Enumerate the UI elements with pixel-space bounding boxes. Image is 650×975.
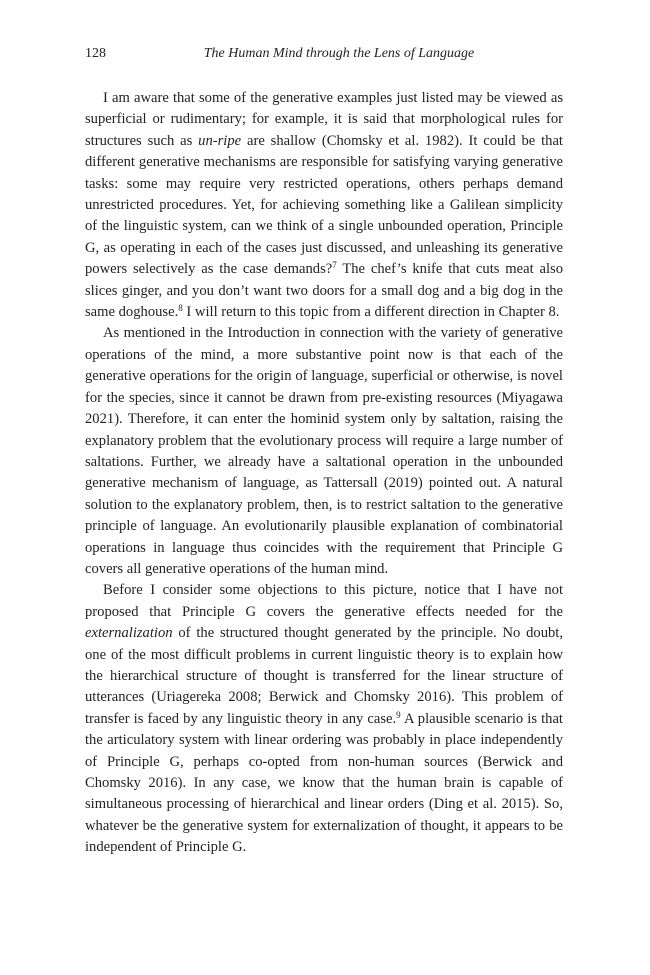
page-number: 128	[85, 46, 106, 61]
text-run: The chef’s knife that cuts meat also slices ginger, and you don’t want two doors for a small dog and a big dog in the same doghouse.	[85, 261, 563, 321]
footnote-marker: 8	[178, 303, 183, 314]
italic-term: un-ripe	[198, 132, 242, 149]
italic-term: externalization	[85, 625, 173, 642]
footnote-marker: 9	[396, 709, 401, 720]
running-title: The Human Mind through the Lens of Language	[203, 46, 475, 61]
paragraph-3	[85, 580, 563, 858]
text-run: Before I consider some objections to this picture, notice that I have not proposed that Principle G covers the generative effects needed for the	[85, 582, 563, 620]
text-run: I will return to this topic from a different direction in Chapter 8.	[182, 304, 560, 321]
body-text	[85, 88, 563, 859]
paragraph-2	[85, 323, 563, 580]
text-run: of the structured thought generated by the principle. No doubt, one of the most difficult problems in current linguistic theory is to explain how the hierarchical structure of thought is transferred for the linear structure of utterances (Uriagereka 2008; Berwick and Chomsky 2016). This problem of transfer is faced by any linguistic theory in any case.	[85, 625, 563, 727]
paragraph-1	[85, 88, 563, 323]
text-run: are shallow (Chomsky et al. 1982). It could be that different generative mechanisms are responsible for satisfying varying generative tasks: some may require very restricted operations, others perhaps demand unrestricted procedures. Yet, for achieving something like a Galilean simplicity of the linguistic system, can we think of a single unbounded operation, Principle G, as operating in each of the cases just discussed, and unleashing its generative powers selectively as the case demands?	[85, 132, 563, 278]
running-header	[85, 44, 563, 64]
text-run: I am aware that some of the generative examples just listed may be viewed as superficial or rudimentary; for example, it is said that morphological rules for structures such as	[85, 90, 563, 149]
text-run: As mentioned in the Introduction in connection with the variety of generative operations of the mind, a more substantive point now is that each of the generative operations for the origin of language, superficial or otherwise, is novel for the species, since it cannot be drawn from pre-existing resources (Miyagawa 2021). Therefore, it can enter the hominid system only by saltation, raising the explanatory problem that the evolutionary process will require a large number of saltations. Further, we already have a saltational operation in the unbounded generative mechanism of language, as Tattersall (2019) pointed out. A natural solution to the explanatory problem, then, is to restrict saltation to the generative principle of language. An evolutionarily plausible explanation of combinatorial operations in language thus coincides with the requirement that Principle G covers all generative operations of the human mind.	[85, 325, 563, 577]
footnote-marker: 7	[332, 260, 337, 271]
text-run: A plausible scenario is that the articulatory system with linear ordering was probably in place independently of Principle G, perhaps co-opted from non-human sources (Berwick and Chomsky 2016). In any case, we know that the human brain is capable of simultaneous processing of hierarchical and linear orders (Ding et al. 2015). So, whatever be the generative system for externalization of thought, it appears to be independent of Principle G.	[85, 710, 563, 856]
